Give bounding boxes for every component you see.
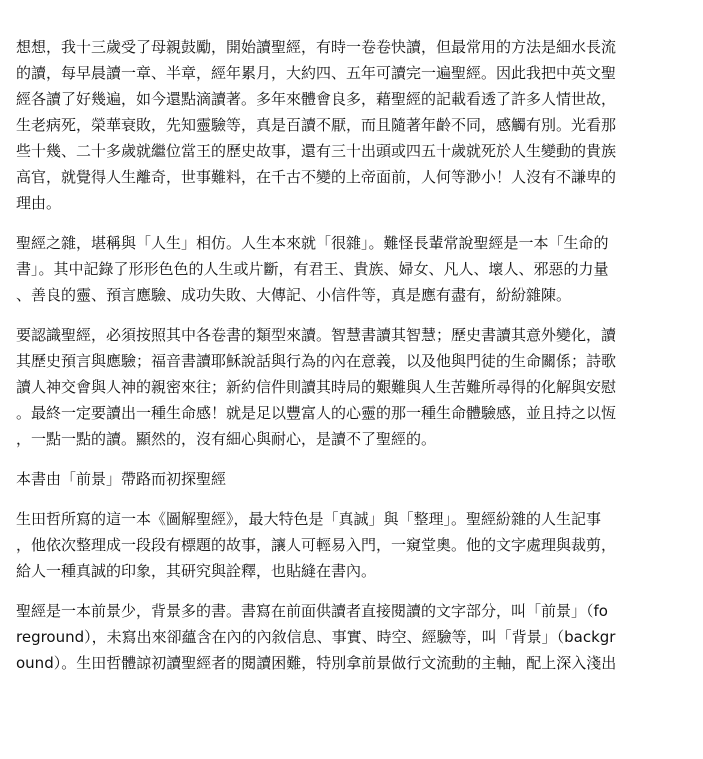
section-heading: 本書由「前景」帶路而初探聖經 [16, 470, 227, 488]
text-line: 生田哲所寫的這一本《圖解聖經》，最大特色是「真誠」與「整理」。聖經紛雜的人生記事 [16, 510, 602, 528]
text-line: 要認識聖經，必須按照其中各卷書的類型來讀。智慧書讀其智慧；歷史書讀其意外變化，讀 [16, 326, 617, 344]
text-line: 想想，我十三歲受了母親鼓勵，開始讀聖經，有時一卷卷快讀，但最常用的方法是細水長流 [16, 38, 617, 56]
paragraph-5 [16, 598, 662, 676]
text-line: 些十幾、二十多歲就繼位當王的歷史故事，還有三十出頭或四五十歲就死於人生變動的貴族 [16, 142, 617, 160]
text-line: reground），未寫出來卻蘊含在內的內敘信息、事實、時空、經驗等，叫「背景」（backgr [16, 628, 616, 646]
text-line: 理由。 [16, 194, 62, 212]
text-line: 讀人神交會與人神的親密來往；新約信件則讀其時局的艱難與人生苦難所尋得的化解與安慰 [16, 378, 617, 396]
text-line: 高官，就覺得人生離奇，世事難料，在千古不變的上帝面前，人何等渺小！人沒有不謙卑的 [16, 168, 617, 186]
text-line: 。最終一定要讀出一種生命感！就是足以豐富人的心靈的那一種生命體驗感，並且持之以恆 [16, 404, 617, 422]
text-line: ，一點一點的讀。顯然的，沒有細心與耐心，是讀不了聖經的。 [16, 430, 437, 448]
text-line: ound）。生田哲體諒初讀聖經者的閱讀困難，特別拿前景做行文流動的主軸，配上深入淺出 [16, 654, 617, 672]
text-line: 、善良的靈、預言應驗、成功失敗、大傳記、小信件等，真是應有盡有，紛紛雜陳。 [16, 286, 572, 304]
text-line: 經各讀了好幾遍，如今還點滴讀著。多年來體會良多，藉聖經的記載看透了許多人情世故， [16, 90, 617, 108]
text-line: 聖經之雜，堪稱與「人生」相仿。人生本來就「很雜」。難怪長輩常說聖經是一本「生命的 [16, 234, 609, 252]
paragraph-2 [16, 230, 662, 308]
paragraph-4 [16, 506, 662, 584]
text-line: 給人一種真誠的印象，其研究與詮釋，也貼縫在書內。 [16, 562, 377, 580]
paragraph-1 [16, 34, 662, 216]
text-line: 書」。其中記錄了形形色色的人生或片斷，有君王、貴族、婦女、凡人、壞人、邪惡的力量 [16, 260, 609, 278]
text-line: 聖經是一本前景少，背景多的書。書寫在前面供讀者直接閱讀的文字部分，叫「前景」（fo [16, 602, 608, 620]
paragraph-3 [16, 322, 662, 452]
article-body [16, 34, 662, 690]
text-line: 生老病死，榮華衰敗，先知靈驗等，真是百讀不厭，而且隨著年齡不同，感觸有別。光看那 [16, 116, 617, 134]
text-line: 的讀，每早晨讀一章、半章，經年累月，大約四、五年可讀完一遍聖經。因此我把中英文聖 [16, 64, 617, 82]
text-line: ，他依次整理成一段段有標題的故事，讓人可輕易入門，一窺堂奧。他的文字處理與裁剪， [16, 536, 617, 554]
text-line: 其歷史預言與應驗；福音書讀耶穌說話與行為的內在意義，以及他與門徒的生命關係；詩歌 [16, 352, 617, 370]
